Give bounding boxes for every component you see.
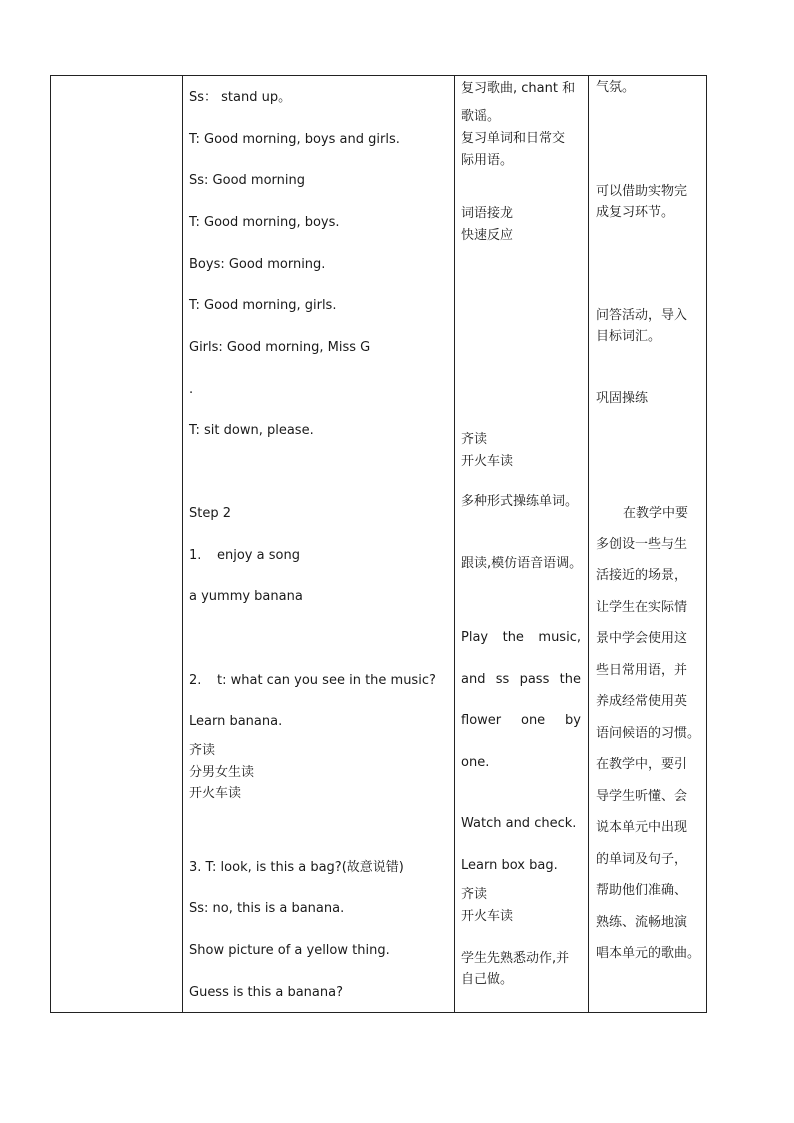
- activity-line: Watch and check.: [461, 816, 577, 831]
- step-line: Ss： stand up。: [189, 90, 292, 105]
- purpose-line: 帮助他们准确、: [596, 883, 688, 898]
- activity-line: [461, 630, 581, 646]
- activity-word: ss: [495, 672, 510, 687]
- purpose-line: 气氛。: [596, 80, 636, 95]
- purpose-line: 熟练、流畅地演: [596, 915, 688, 930]
- activity-line: 开火车读: [461, 909, 514, 924]
- purpose-line: 在教学中要: [623, 506, 689, 521]
- step-line: Ss: no, this is a banana.: [189, 901, 345, 916]
- step-line: T: Good morning, girls.: [189, 298, 337, 313]
- activity-word: Play: [461, 630, 489, 645]
- purpose-line: 活接近的场景，: [596, 568, 688, 583]
- purpose-line: 可以借助实物完: [596, 184, 688, 199]
- activity-line: 跟读,模仿语音语调。: [461, 556, 583, 571]
- activity-line: 多种形式操练单词。: [461, 494, 579, 509]
- activity-line: 自己做。: [461, 972, 514, 987]
- step-line: 开火车读: [189, 786, 242, 801]
- activity-word: the: [559, 672, 581, 687]
- activity-line: one.: [461, 755, 490, 770]
- activity-line: [461, 713, 581, 729]
- step-line: 3. T: look, is this a bag?(故意说错): [189, 860, 404, 875]
- activity-word: the: [502, 630, 524, 645]
- step-line: T: Good morning, boys and girls.: [189, 132, 400, 147]
- purpose-line: 养成经常使用英: [596, 694, 688, 709]
- activity-line: [461, 672, 581, 688]
- activity-word: and: [461, 672, 486, 687]
- purpose-line: 语问候语的习惯。: [596, 726, 701, 741]
- activity-word: flower: [461, 713, 502, 728]
- step-line: a yummy banana: [189, 589, 303, 604]
- activity-word: by: [565, 713, 581, 728]
- column-divider: [588, 75, 589, 1013]
- step-line: T: sit down, please.: [189, 423, 314, 438]
- purpose-line: 景中学会使用这: [596, 631, 688, 646]
- purpose-line: 问答活动，导入: [596, 308, 688, 323]
- step-line: T: Good morning, boys.: [189, 215, 340, 230]
- column-divider: [182, 75, 183, 1013]
- activity-word: music,: [538, 630, 581, 645]
- activity-line: 开火车读: [461, 454, 514, 469]
- purpose-line: 成复习环节。: [596, 205, 675, 220]
- step-line: Boys: Good morning.: [189, 257, 326, 272]
- activity-line: 齐读: [461, 887, 488, 902]
- purpose-line: 导学生听懂、会: [596, 789, 688, 804]
- step-line: Guess is this a banana?: [189, 985, 343, 1000]
- activity-line: 复习歌曲, chant 和: [461, 81, 576, 96]
- step-heading: Step 2: [189, 506, 232, 521]
- purpose-line: 些日常用语，并: [596, 663, 688, 678]
- activity-line: Learn box bag.: [461, 858, 558, 873]
- step-line: 齐读: [189, 743, 216, 758]
- purpose-line: 唱本单元的歌曲。: [596, 946, 701, 961]
- step-line: t: what can you see in the music?: [217, 673, 436, 688]
- activity-line: 际用语。: [461, 153, 514, 168]
- activity-line: 齐读: [461, 432, 488, 447]
- activity-line: 歌谣。: [461, 109, 501, 124]
- purpose-line: 目标词汇。: [596, 329, 662, 344]
- activity-word: pass: [519, 672, 550, 687]
- activity-word: one: [520, 713, 546, 728]
- activity-line: 快速反应: [461, 228, 514, 243]
- step-line: Ss: Good morning: [189, 173, 305, 188]
- list-number: 2.: [189, 673, 202, 688]
- step-line: Learn banana.: [189, 714, 283, 729]
- list-number: 1.: [189, 548, 202, 563]
- purpose-line: 让学生在实际情: [596, 600, 688, 615]
- purpose-line: 巩固操练: [596, 391, 649, 406]
- purpose-line: 在教学中，要引: [596, 757, 688, 772]
- step-line: enjoy a song: [217, 548, 300, 563]
- purpose-line: 的单词及句子，: [596, 852, 688, 867]
- step-line: 分男女生读: [189, 765, 255, 780]
- purpose-line: 多创设一些与生: [596, 537, 688, 552]
- activity-line: 学生先熟悉动作,并: [461, 951, 570, 966]
- activity-line: 复习单词和日常交: [461, 131, 566, 146]
- step-line: Show picture of a yellow thing.: [189, 943, 390, 958]
- column-divider: [454, 75, 455, 1013]
- activity-line: 词语接龙: [461, 206, 514, 221]
- step-line: .: [189, 382, 194, 397]
- purpose-line: 说本单元中出现: [596, 820, 688, 835]
- step-line: Girls: Good morning, Miss G: [189, 340, 371, 355]
